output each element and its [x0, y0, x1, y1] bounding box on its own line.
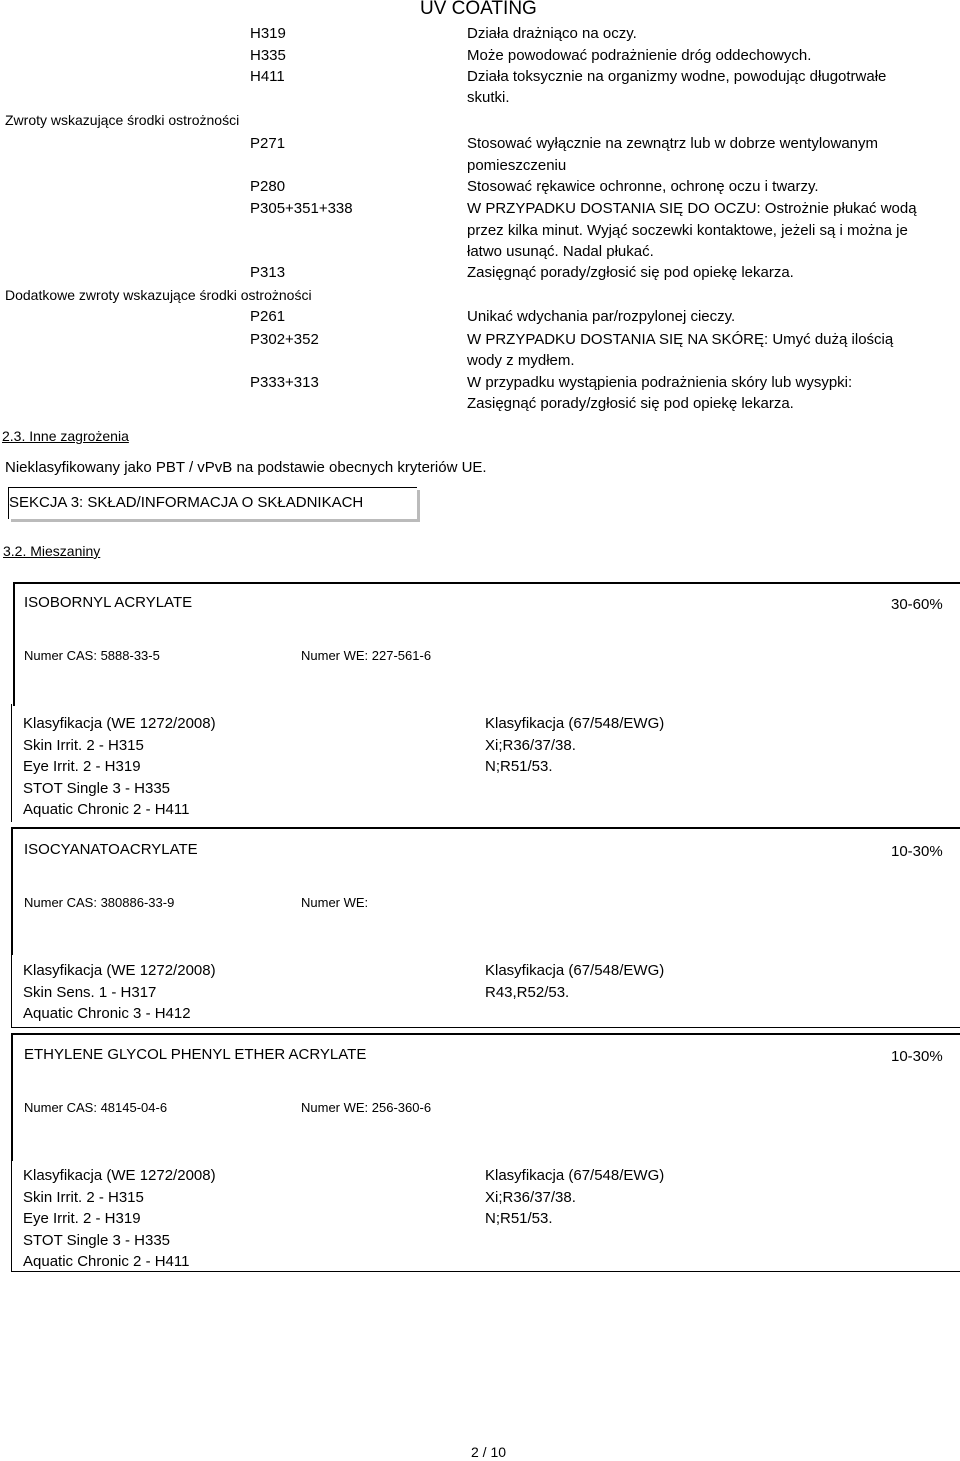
- precaution-text: Unikać wdychania par/rozpylonej cieczy.: [467, 308, 736, 325]
- clp-line: Klasyfikacja (WE 1272/2008): [23, 715, 216, 732]
- precaution-text: W przypadku wystąpienia podrażnienia skóry lub wysypki:: [467, 374, 853, 391]
- dsd-line: Xi;R36/37/38.: [485, 736, 576, 754]
- precaution-code: P313: [250, 264, 286, 281]
- clp-line: Eye Irrit. 2 - H319: [23, 1210, 141, 1227]
- hazard-code: H335: [250, 47, 286, 64]
- component-we: Numer WE: 227-561-6: [301, 648, 432, 663]
- dsd-classification: [485, 713, 664, 778]
- dsd-line: N;R51/53.: [485, 1210, 553, 1227]
- dsd-line: Klasyfikacja (67/548/EWG): [485, 1167, 665, 1184]
- precaution-code: P305+351+338: [250, 200, 353, 217]
- clp-line: Skin Irrit. 2 - H315: [23, 1188, 144, 1206]
- hazard-text: Może powodować podrażnienie dróg oddechowych.: [467, 47, 812, 64]
- clp-line: Skin Irrit. 2 - H315: [23, 736, 144, 754]
- component-percent: 10-30%: [891, 1048, 943, 1065]
- clp-classification: [23, 1165, 216, 1273]
- clp-classification: [23, 960, 216, 1025]
- section-3-title: SEKCJA 3: SKŁAD/INFORMACJA O SKŁADNIKACH: [9, 494, 364, 511]
- precaution-text: Stosować rękawice ochronne, ochronę oczu i twarzy.: [467, 178, 819, 195]
- component-we: Numer WE:: [301, 895, 369, 910]
- component-cas: Numer CAS: 380886-33-9: [24, 895, 175, 910]
- mixtures-heading: 3.2. Mieszaniny: [3, 543, 101, 559]
- precaution-text: pomieszczeniu: [467, 157, 567, 174]
- clp-line: Klasyfikacja (WE 1272/2008): [23, 962, 216, 979]
- precaution-code: P261: [250, 308, 286, 325]
- clp-classification: [23, 713, 216, 821]
- precaution-code: P280: [250, 178, 286, 195]
- precaution-text: łatwo usunąć. Nadal płukać.: [467, 243, 654, 260]
- clp-line: STOT Single 3 - H335: [23, 779, 171, 797]
- component-name: ISOBORNYL ACRYLATE: [24, 594, 193, 611]
- precaution-text: Zasięgnąć porady/zgłosić się pod opiekę lekarza.: [467, 264, 794, 281]
- clp-line: Aquatic Chronic 3 - H412: [23, 1005, 191, 1022]
- dsd-line: Xi;R36/37/38.: [485, 1188, 576, 1206]
- additional-precaution-label: Dodatkowe zwroty wskazujące środki ostrożności: [5, 287, 312, 303]
- document-title: UV COATING: [420, 0, 537, 19]
- component-cas: Numer CAS: 5888-33-5: [24, 648, 160, 663]
- component-cas: Numer CAS: 48145-04-6: [24, 1100, 168, 1115]
- component-name: ETHYLENE GLYCOL PHENYL ETHER ACRYLATE: [24, 1046, 367, 1063]
- dsd-line: Klasyfikacja (67/548/EWG): [485, 715, 665, 732]
- precaution-text: Zasięgnąć porady/zgłosić się pod opiekę lekarza.: [467, 395, 794, 412]
- component-name: ISOCYANATOACRYLATE: [24, 841, 198, 858]
- component-percent: 30-60%: [891, 596, 943, 613]
- hazard-text-continued: skutki.: [467, 89, 510, 106]
- precaution-text: W PRZYPADKU DOSTANIA SIĘ DO OCZU: Ostrożnie płukać wodą: [467, 200, 917, 217]
- dsd-line: R43,R52/53.: [485, 983, 570, 1001]
- clp-line: STOT Single 3 - H335: [23, 1231, 171, 1249]
- clp-line: Klasyfikacja (WE 1272/2008): [23, 1167, 216, 1184]
- clp-line: Aquatic Chronic 2 - H411: [23, 1253, 190, 1270]
- precaution-text: przez kilka minut. Wyjąć soczewki kontaktowe, jeżeli są i można je: [467, 222, 908, 239]
- dsd-classification: [485, 1165, 664, 1230]
- dsd-line: N;R51/53.: [485, 758, 553, 775]
- other-hazards-text: Nieklasyfikowany jako PBT / vPvB na podstawie obecnych kryteriów UE.: [5, 459, 487, 476]
- hazard-code: H319: [250, 25, 286, 42]
- other-hazards-heading: 2.3. Inne zagrożenia: [2, 428, 129, 444]
- precaution-text: wody z mydłem.: [467, 352, 575, 369]
- page-number: 2 / 10: [471, 1444, 507, 1460]
- precaution-code: P302+352: [250, 331, 319, 348]
- hazard-code: H411: [250, 68, 285, 85]
- precaution-text: W PRZYPADKU DOSTANIA SIĘ NA SKÓRĘ: Umyć dużą ilością: [467, 331, 894, 348]
- component-we: Numer WE: 256-360-6: [301, 1100, 432, 1115]
- dsd-classification: [485, 960, 664, 1003]
- dsd-line: Klasyfikacja (67/548/EWG): [485, 962, 665, 979]
- clp-line: Skin Sens. 1 - H317: [23, 983, 157, 1001]
- section-3-header: [8, 487, 417, 519]
- precaution-code: P333+313: [250, 374, 319, 391]
- precaution-text: Stosować wyłącznie na zewnątrz lub w dobrze wentylowanym: [467, 135, 879, 152]
- hazard-text: Działa toksycznie na organizmy wodne, powodując długotrwałe: [467, 68, 887, 85]
- clp-line: Aquatic Chronic 2 - H411: [23, 801, 190, 818]
- precaution-code: P271: [250, 135, 286, 152]
- clp-line: Eye Irrit. 2 - H319: [23, 758, 141, 775]
- precaution-label: Zwroty wskazujące środki ostrożności: [5, 112, 240, 128]
- hazard-text: Działa drażniąco na oczy.: [467, 25, 637, 42]
- component-percent: 10-30%: [891, 843, 943, 860]
